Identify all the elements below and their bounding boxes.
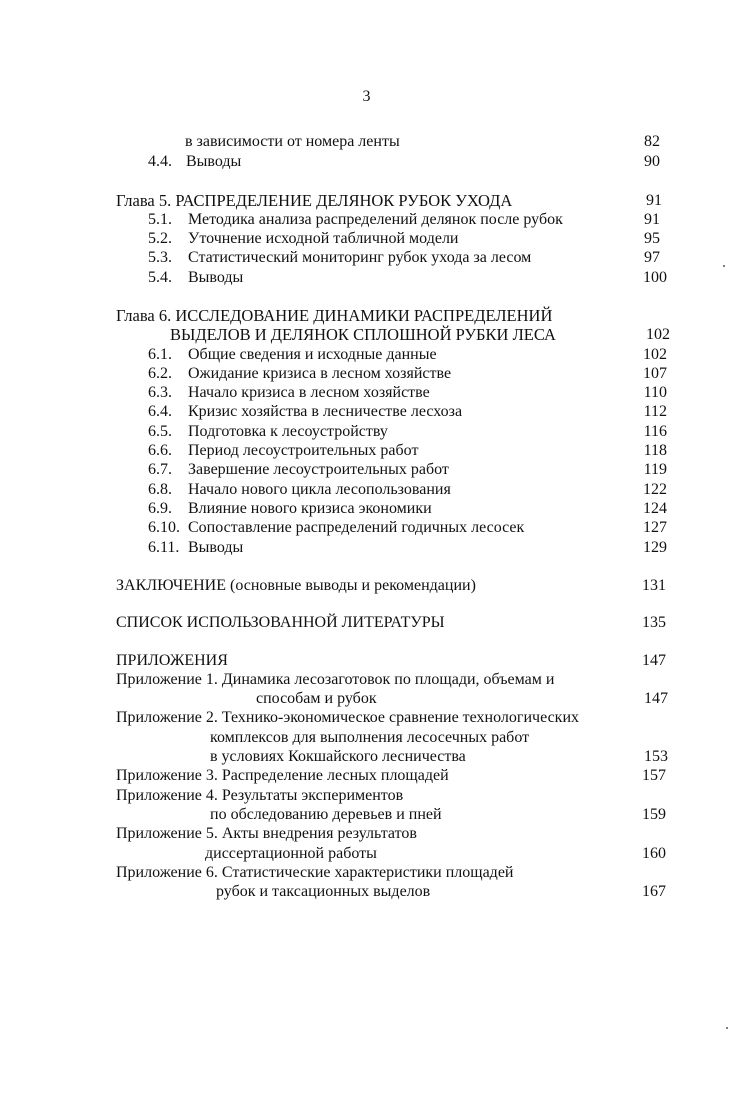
toc-entry-page: 90 bbox=[644, 153, 660, 170]
toc-entry-page: 127 bbox=[643, 519, 667, 536]
toc-conclusion: ЗАКЛЮЧЕНИЕ (основные выводы и рекомендации) bbox=[116, 577, 476, 594]
toc-entry-page: 95 bbox=[644, 230, 660, 247]
toc-entry-page: 129 bbox=[643, 539, 667, 556]
toc-entry-text: Уточнение исходной табличной модели bbox=[188, 230, 459, 247]
toc-entry-page: 157 bbox=[642, 767, 666, 784]
toc-entry bbox=[148, 229, 458, 249]
toc-entry-text: Методика анализа распределений делянок после рубок bbox=[188, 211, 563, 228]
toc-entry bbox=[148, 480, 451, 500]
toc-appendix-2: Приложение 2. Технико-экономическое сравнение технологических bbox=[116, 709, 579, 726]
toc-entry-number: 5.4. bbox=[148, 269, 172, 286]
toc-entry-page: 160 bbox=[642, 845, 666, 862]
toc-entry-text: Выводы bbox=[188, 539, 244, 556]
toc-entry-text: Кризис хозяйства в лесничестве лесхоза bbox=[188, 403, 463, 420]
toc-entry-page: 102 bbox=[643, 346, 667, 363]
toc-entry-page: 131 bbox=[642, 577, 666, 594]
toc-entry-number: 5.3. bbox=[148, 249, 172, 266]
toc-entry-page: 116 bbox=[643, 423, 667, 440]
toc-chapter-title: Глава 5. РАСПРЕДЕЛЕНИЕ ДЕЛЯНОК РУБОК УХОДА bbox=[116, 191, 513, 210]
toc-entry-page: 135 bbox=[642, 614, 666, 631]
toc-entry-number: 6.1. bbox=[148, 346, 172, 363]
toc-literature: СПИСОК ИСПОЛЬЗОВАННОЙ ЛИТЕРАТУРЫ bbox=[116, 614, 445, 631]
toc-entry bbox=[148, 210, 563, 230]
toc-entry-number: 6.6. bbox=[148, 442, 172, 459]
toc-entry-number: 6.4. bbox=[148, 403, 172, 420]
toc-entry bbox=[148, 364, 451, 384]
toc-entry-page: 107 bbox=[643, 365, 667, 382]
toc-entry-number: 4.4. bbox=[148, 153, 172, 170]
toc-entry-number: 5.1. bbox=[148, 211, 172, 228]
toc-entry bbox=[148, 441, 418, 461]
toc-entry-page: 97 bbox=[644, 249, 660, 266]
toc-chapter-title: Глава 6. ИССЛЕДОВАНИЕ ДИНАМИКИ РАСПРЕДЕЛЕНИЙ bbox=[116, 306, 553, 325]
toc-entry bbox=[148, 345, 437, 365]
toc-entry-page: 147 bbox=[642, 652, 666, 669]
toc-entry-page: 110 bbox=[643, 384, 667, 401]
toc-chapter-title-continued: ВЫДЕЛОВ И ДЕЛЯНОК СПЛОШНОЙ РУБКИ ЛЕСА bbox=[170, 325, 556, 344]
toc-appendices-heading: ПРИЛОЖЕНИЯ bbox=[116, 652, 228, 669]
toc-entry-text: Период лесоустроительных работ bbox=[188, 442, 419, 459]
toc-entry-number: 5.2. bbox=[148, 230, 172, 247]
toc-entry-text: Сопоставление распределений годичных лесосек bbox=[188, 519, 525, 536]
toc-entry-page: 112 bbox=[643, 403, 667, 420]
toc-entry bbox=[148, 460, 449, 480]
toc-entry-page: 147 bbox=[644, 690, 668, 707]
toc-entry-number: 6.9. bbox=[148, 500, 172, 517]
toc-entry-text: Выводы bbox=[186, 153, 242, 170]
toc-entry-number: 6.5. bbox=[148, 423, 172, 440]
toc-entry-page: 167 bbox=[642, 883, 666, 900]
scan-speck bbox=[726, 1027, 728, 1029]
toc-entry-page: 122 bbox=[643, 481, 667, 498]
toc-appendix-6: Приложение 6. Статистические характеристики площадей bbox=[116, 864, 514, 881]
toc-entry-page: 124 bbox=[643, 500, 667, 517]
toc-entry bbox=[148, 383, 430, 403]
toc-appendix-5-cont: диссертационной работы bbox=[205, 845, 377, 862]
toc-entry-page: 91 bbox=[646, 192, 662, 209]
scan-speck bbox=[723, 265, 725, 267]
toc-entry-number: 6.11. bbox=[148, 539, 180, 556]
toc-entry-number: 6.8. bbox=[148, 481, 172, 498]
toc-entry bbox=[148, 402, 462, 422]
toc-entry-page: 100 bbox=[643, 269, 667, 286]
toc-appendix-4: Приложение 4. Результаты экспериментов bbox=[116, 787, 404, 804]
toc-entry bbox=[148, 422, 388, 442]
toc-entry-text: Выводы bbox=[188, 269, 244, 286]
toc-entry-number: 6.3. bbox=[148, 384, 172, 401]
toc-appendix-4-cont: по обследованию деревьев и пней bbox=[210, 806, 442, 823]
toc-entry bbox=[148, 538, 243, 558]
toc-entry-text: Общие сведения и исходные данные bbox=[188, 346, 437, 363]
toc-entry-number: 6.7. bbox=[148, 461, 172, 478]
toc-entry-text: Ожидание кризиса в лесном хозяйстве bbox=[188, 365, 452, 382]
toc-entry-page: 102 bbox=[646, 326, 670, 343]
toc-entry-page: 118 bbox=[643, 442, 667, 459]
toc-entry bbox=[148, 152, 241, 172]
toc-entry-text: Завершение лесоустроительных работ bbox=[188, 461, 449, 478]
toc-entry-text: в зависимости от номера ленты bbox=[185, 133, 400, 150]
toc-entry-number: 6.2. bbox=[148, 365, 172, 382]
toc-appendix-1-cont: способам и рубок bbox=[256, 690, 377, 707]
page-number: 3 bbox=[362, 88, 371, 105]
toc-entry-page: 91 bbox=[644, 211, 660, 228]
toc-entry bbox=[148, 518, 524, 538]
toc-entry-text: Влияние нового кризиса экономики bbox=[188, 500, 432, 517]
toc-entry-page: 119 bbox=[643, 461, 667, 478]
toc-entry bbox=[148, 268, 243, 288]
toc-entry-page: 159 bbox=[642, 806, 666, 823]
toc-appendix-5: Приложение 5. Акты внедрения результатов bbox=[116, 825, 417, 842]
toc-entry-text: Подготовка к лесоустройству bbox=[188, 423, 388, 440]
toc-appendix-6-cont: рубок и таксационных выделов bbox=[216, 883, 431, 900]
toc-appendix-2-cont: в условиях Кокшайского лесничества bbox=[210, 748, 466, 765]
toc-entry-number: 6.10. bbox=[148, 519, 180, 536]
toc-entry-page: 82 bbox=[644, 133, 660, 150]
toc-appendix-3: Приложение 3. Распределение лесных площадей bbox=[116, 767, 449, 784]
toc-entry-text: Начало кризиса в лесном хозяйстве bbox=[188, 384, 430, 401]
toc-entry bbox=[148, 248, 531, 268]
toc-appendix-2-cont: комплексов для выполнения лесосечных работ bbox=[210, 729, 530, 746]
toc-appendix-1: Приложение 1. Динамика лесозаготовок по площади, объемам и bbox=[116, 671, 555, 688]
toc-entry bbox=[148, 499, 432, 519]
toc-entry-text: Статистический мониторинг рубок ухода за лесом bbox=[188, 249, 532, 266]
toc-entry-page: 153 bbox=[644, 748, 668, 765]
toc-entry-text: Начало нового цикла лесопользования bbox=[188, 481, 451, 498]
